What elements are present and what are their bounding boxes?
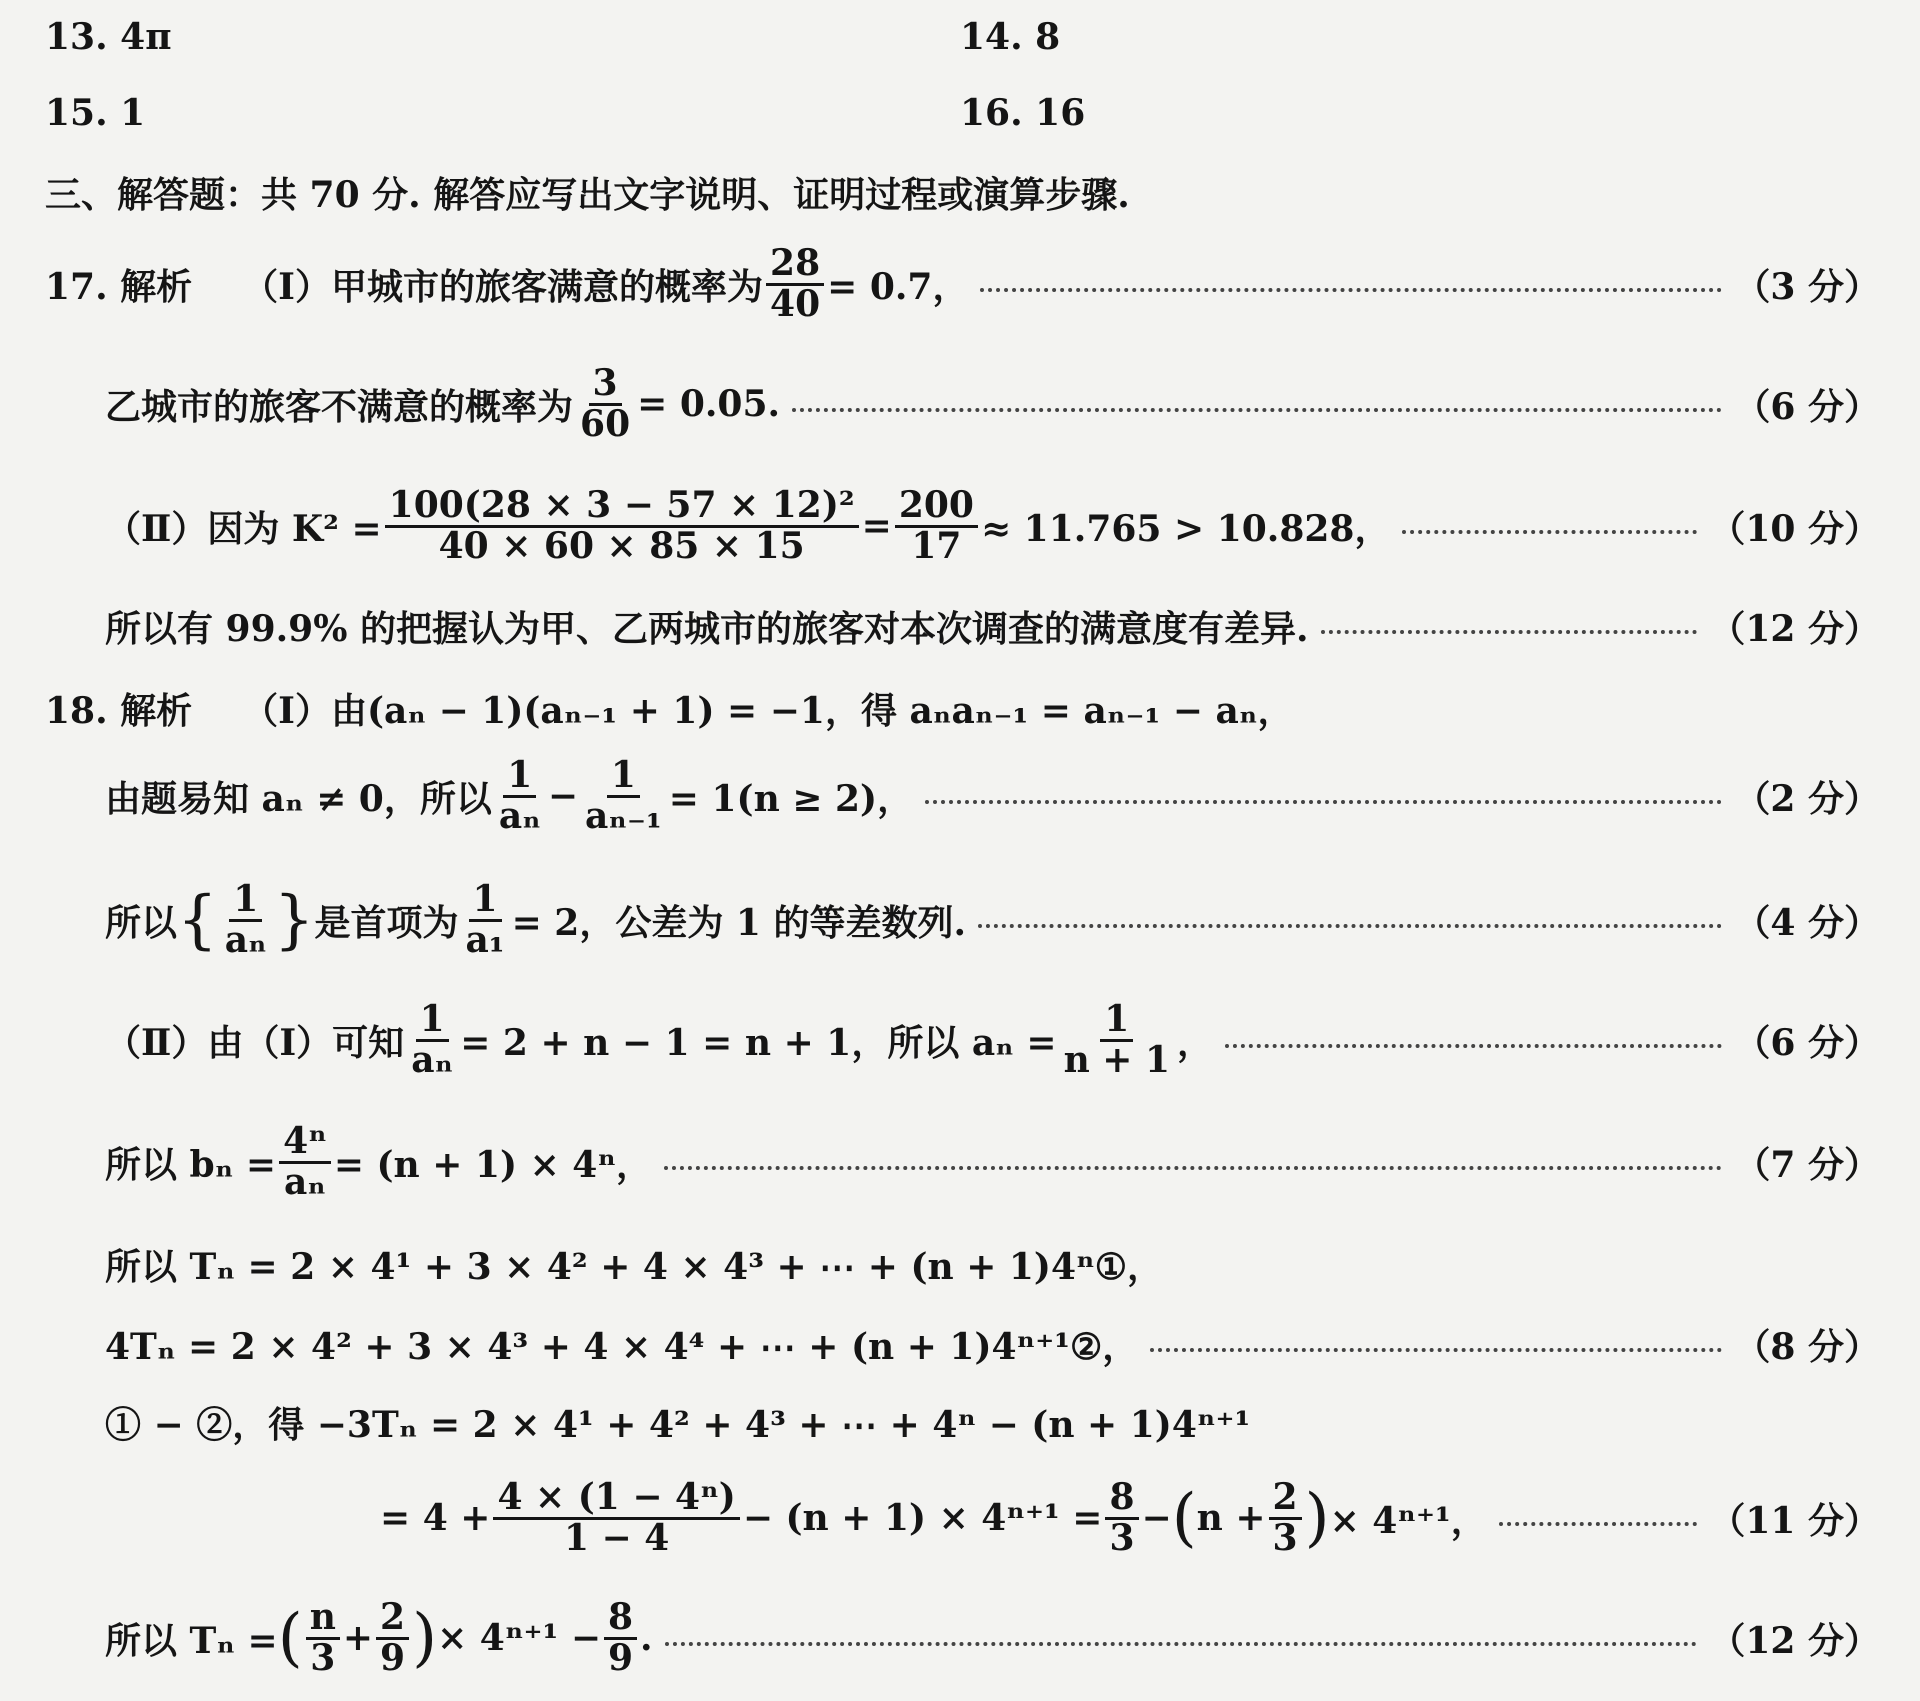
- section-heading-text: 三、解答题：共 70 分. 解答应写出文字说明、证明过程或演算步骤.: [45, 173, 1130, 216]
- left-paren: (: [277, 1601, 303, 1675]
- q18-l5-fraction: $\frac{\text{4ⁿ}}{\text{aₙ}}$: [279, 1123, 331, 1202]
- q17-l4-text: 所以有 99.9% 的把握认为甲、乙两城市的旅客对本次调查的满意度有差异.: [105, 607, 1309, 650]
- leader-dots: [1225, 1044, 1722, 1048]
- q18-label: 18. 解析: [45, 689, 193, 732]
- q18-l9-result: × 4ⁿ⁺¹，: [1329, 1499, 1487, 1542]
- q18-line-3: [0, 878, 1920, 962]
- q18-l10-fraction-1: $\frac{n}{3}$: [306, 1599, 340, 1678]
- q18-line-4: [0, 997, 1920, 1081]
- q18-l10-text: 所以 Tₙ =: [105, 1619, 278, 1662]
- answer-15: 15. 1: [45, 92, 146, 134]
- leader-dots: [1402, 530, 1697, 534]
- q17-l3-fraction-1: $\frac{\text{100(28 × 3 − 57 × 12)²}}{40 \times 60 \times 85 \times 15}$: [385, 487, 859, 566]
- q18-l9-fraction-3: $\frac{2}{3}$: [1269, 1479, 1302, 1558]
- q18-l9-fraction-1: $\frac{\text{4 × (1 − 4ⁿ)}}{1 - 4}$: [493, 1479, 739, 1558]
- q17-l3-equals: =: [861, 505, 892, 547]
- answer-16: 16. 16: [960, 92, 1086, 134]
- left-paren: (: [1171, 1481, 1197, 1555]
- q17-line-1: [0, 241, 1920, 325]
- score-badge: （6 分）: [1734, 385, 1880, 428]
- q18-l4-mid: = 2 + n − 1 = n + 1，所以 aₙ =: [460, 1021, 1057, 1064]
- q17-label: 17. 解析: [45, 265, 193, 308]
- q18-l10-fraction-2: $\frac{2}{9}$: [376, 1599, 409, 1678]
- score-badge: （2 分）: [1734, 777, 1880, 820]
- q18-l4-result: ，: [1177, 1021, 1214, 1064]
- leader-dots: [664, 1166, 1722, 1170]
- left-brace: {: [177, 883, 218, 957]
- q18-l3-fraction-1: $\frac{1}{\text{aₙ}}$: [224, 877, 267, 961]
- score-badge: （4 分）: [1734, 901, 1880, 944]
- q18-l5-result: = (n + 1) × 4ⁿ，: [333, 1143, 653, 1186]
- q17-line-2: [0, 361, 1920, 445]
- q18-l6-text: 所以 Tₙ = 2 × 4¹ + 3 × 4² + 4 × 4³ + ⋯ + (n + 1)4ⁿ①，: [105, 1245, 1163, 1288]
- leader-dots: [980, 288, 1722, 292]
- q18-l7-text: 4Tₙ = 2 × 4² + 3 × 4³ + 4 × 4⁴ + ⋯ + (n + 1)4ⁿ⁺¹②，: [105, 1325, 1139, 1368]
- q18-l2-minus: −: [547, 775, 579, 817]
- q17-l3-result: ≈ 11.765 > 10.828，: [980, 507, 1391, 550]
- score-badge: （7 分）: [1734, 1143, 1880, 1186]
- q17-l2-result: = 0.05.: [637, 383, 781, 425]
- answer-14: 14. 8: [960, 16, 1061, 58]
- leader-dots: [925, 800, 1722, 804]
- score-badge: （8 分）: [1734, 1325, 1880, 1368]
- q18-l9-n-plus: n +: [1196, 1497, 1266, 1539]
- q18-line-7: [0, 1316, 1920, 1372]
- score-badge: （11 分）: [1709, 1499, 1880, 1542]
- answer-13: 13. 4π: [45, 16, 172, 58]
- answer-row-2: [0, 88, 1920, 138]
- q17-l3-fraction-2: $\frac{200}{17}$: [895, 487, 978, 566]
- q18-l9-text: = 4 +: [380, 1497, 491, 1539]
- q18-line-6: [0, 1236, 1920, 1292]
- q17-l1-text: （Ⅰ）甲城市的旅客满意的概率为: [242, 265, 764, 308]
- q18-l1-text: （Ⅰ）由(aₙ − 1)(aₙ₋₁ + 1) = −1，得 aₙaₙ₋₁ = aₙ₋₁ − aₙ，: [242, 689, 1294, 732]
- q18-l2-fraction-1: $\frac{1}{\text{aₙ}}$: [498, 753, 541, 837]
- q17-line-3: [0, 483, 1920, 567]
- q18-l4-text: （Ⅱ）由（Ⅰ）可知: [105, 1021, 405, 1064]
- score-badge: （6 分）: [1734, 1021, 1880, 1064]
- q18-l3-result: = 2，公差为 1 的等差数列.: [511, 901, 966, 944]
- leader-dots: [665, 1642, 1698, 1646]
- q18-l4-fraction-1: $\frac{1}{\text{aₙ}}$: [411, 997, 454, 1081]
- right-paren: ): [1304, 1481, 1330, 1555]
- q18-l10-mid: × 4ⁿ⁺¹ −: [437, 1617, 601, 1659]
- right-brace: }: [273, 883, 315, 957]
- q18-l4-fraction-2: $\frac{1}{n + 1}$: [1063, 997, 1171, 1081]
- answer-row-1: [0, 12, 1920, 62]
- q18-l9-fraction-2: $\frac{8}{3}$: [1105, 1479, 1138, 1558]
- q18-l3-mid: 是首项为: [314, 901, 459, 944]
- q18-l8-text: ① − ②，得 −3Tₙ = 2 × 4¹ + 4² + 4³ + ⋯ + 4ⁿ − (n + 1)4ⁿ⁺¹: [105, 1403, 1251, 1446]
- q18-l9-mid: − (n + 1) × 4ⁿ⁺¹ =: [742, 1497, 1103, 1539]
- score-badge: （12 分）: [1709, 1619, 1880, 1662]
- leader-dots: [1150, 1348, 1722, 1352]
- q18-l9-minus: −: [1141, 1497, 1172, 1539]
- q17-l1-result: = 0.7，: [827, 265, 969, 308]
- q18-l3-text: 所以: [105, 901, 178, 944]
- q18-l2-result: = 1(n ≥ 2)，: [668, 777, 914, 820]
- q17-line-4: [0, 598, 1920, 654]
- score-badge: （12 分）: [1709, 607, 1880, 650]
- q18-l3-fraction-2: $\frac{1}{\text{a₁}}$: [465, 877, 505, 961]
- score-badge: （3 分）: [1734, 265, 1880, 308]
- q17-l2-text: 乙城市的旅客不满意的概率为: [105, 385, 574, 428]
- q18-line-10: [0, 1596, 1920, 1680]
- q18-l2-fraction-2: $\frac{1}{\text{aₙ₋₁}}$: [585, 753, 662, 837]
- q18-l10-plus: +: [342, 1617, 374, 1659]
- q18-l2-text: 由题易知 aₙ ≠ 0，所以: [105, 777, 492, 820]
- q18-line-1: [0, 680, 1920, 736]
- leader-dots: [792, 408, 1722, 412]
- score-badge: （10 分）: [1709, 507, 1880, 550]
- q18-l5-text: 所以 bₙ =: [105, 1143, 277, 1186]
- right-paren: ): [412, 1601, 438, 1675]
- q18-line-9: [0, 1476, 1920, 1560]
- q18-line-2: [0, 753, 1920, 837]
- q18-line-5: [0, 1119, 1920, 1203]
- q17-l2-fraction: $\frac{3}{60}$: [580, 361, 631, 445]
- q17-l3-text: （Ⅱ）因为 K² =: [105, 507, 382, 550]
- leader-dots: [1321, 630, 1698, 634]
- leader-dots: [978, 924, 1722, 928]
- leader-dots: [1499, 1522, 1698, 1526]
- q17-l1-fraction: $\frac{28}{40}$: [766, 245, 824, 324]
- q18-l10-result: .: [640, 1617, 653, 1659]
- q18-l10-fraction-3: $\frac{8}{9}$: [604, 1599, 637, 1678]
- q18-line-8: [0, 1394, 1920, 1450]
- section-heading: [0, 164, 1920, 220]
